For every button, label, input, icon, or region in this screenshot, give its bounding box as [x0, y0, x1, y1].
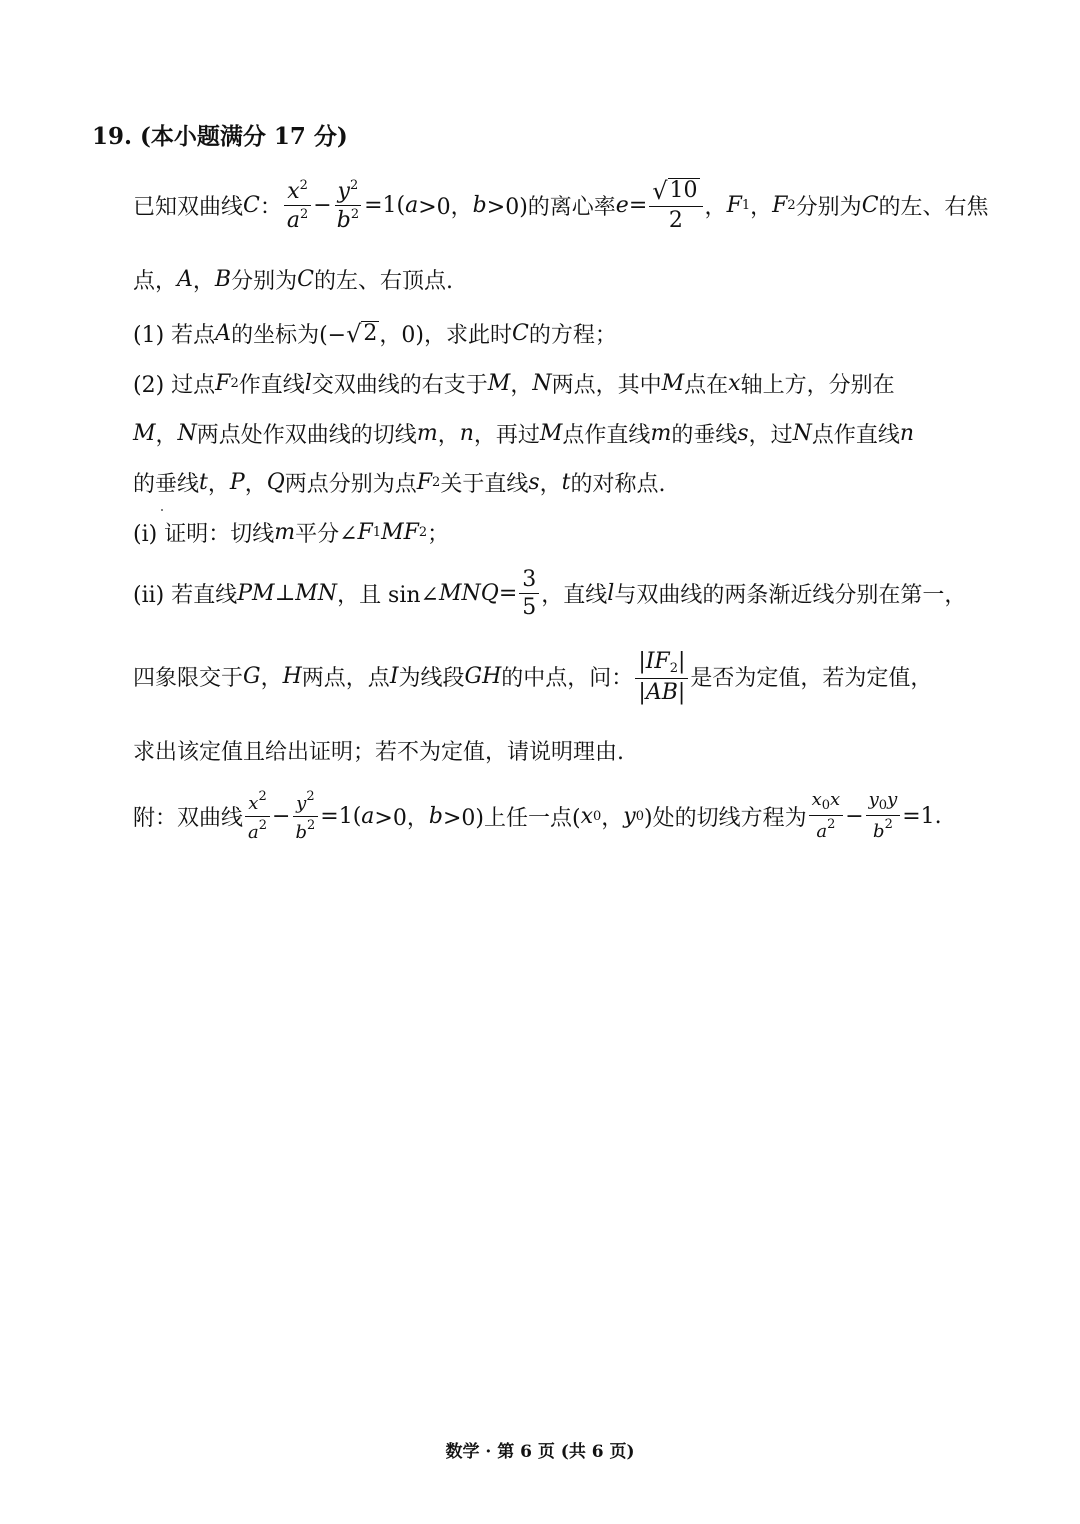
- part-ii-line-3: 求出该定值且给出证明；若不为定值，请说明理由.: [133, 740, 624, 765]
- fraction-sqrt10-over-2: √ 10 2: [649, 178, 702, 232]
- page-footer: 数学 · 第 6 页 (共 6 页): [445, 1442, 635, 1462]
- part-2-line-3: 的垂线 t ， P ， Q 两点分别为点 F 2 关于直线 s ， t 的对称点.: [133, 470, 666, 497]
- part-i: (i) 证明：切线 m 平分∠ F 1 M F 2 ；: [133, 520, 450, 547]
- appendix: 附：双曲线 $\frac{x^2}{a^2}$ − $\frac{y^2}{b^2}$ =1( a >0， b >0)上任一点( x 0 ， y 0 )处的切线方程为 $\frac{x_0x}{a^2}$ − $\frac{y_0y}{b^2}$ =1.: [133, 789, 942, 843]
- part-ii-line-2: 四象限交于 G ， H 两点，点 I 为线段 GH 的中点，问： $\frac{|IF_2|}{|AB|}$ 是否为定值，若为定值，: [133, 649, 933, 705]
- intro-line-1: 已知双曲线 C ： $\frac{x^2}{a^2}$ − $\frac{y^2}{b^2}$ =1( a >0， b >0)的离心率 e = √ 10 2 ， F 1 ， F 2 分别为 C 的左、右焦: [133, 177, 989, 234]
- stray-dot: [161, 509, 163, 511]
- fraction-3-5: $\frac{3}{5}$: [519, 568, 539, 619]
- part-2-line-1: (2) 过点 F 2 作直线 l 交双曲线的右支于 M ， N 两点，其中 M 点在 x 轴上方，分别在: [133, 371, 895, 398]
- problem-heading: 19. (本小题满分 17 分): [92, 123, 348, 150]
- part-2-line-2: M ， N 两点处作双曲线的切线 m ， n ，再过 M 点作直线 m 的垂线 s ，过 N 点作直线 n: [133, 421, 915, 448]
- part-ii-line-1: (ii) 若直线 PM ⊥ MN ，且 sin∠ MNQ = $\frac{3}{5}$ ，直线 l 与双曲线的两条渐近线分别在第一，: [133, 567, 967, 621]
- fraction-x2-a2: $\frac{x^2}{a^2}$: [284, 179, 311, 232]
- fraction-y2-b2: $\frac{y^2}{b^2}$: [334, 179, 362, 232]
- fraction-IF2-over-AB: $\frac{|IF_2|}{|AB|}$: [635, 650, 688, 704]
- fraction-y2-b2-appendix: $\frac{y^2}{b^2}$: [292, 790, 318, 843]
- intro-line-2: 点， A ， B 分别为 C 的左、右顶点.: [133, 267, 453, 294]
- fraction-x0x-a2: $\frac{x_0x}{a^2}$: [809, 791, 844, 842]
- fraction-y0y-b2: $\frac{y_0y}{b^2}$: [866, 791, 901, 842]
- part-1: (1) 若点 A 的坐标为(− √ 2 ，0)，求此时 C 的方程；: [133, 320, 617, 349]
- fraction-x2-a2-appendix: $\frac{x^2}{a^2}$: [245, 790, 270, 843]
